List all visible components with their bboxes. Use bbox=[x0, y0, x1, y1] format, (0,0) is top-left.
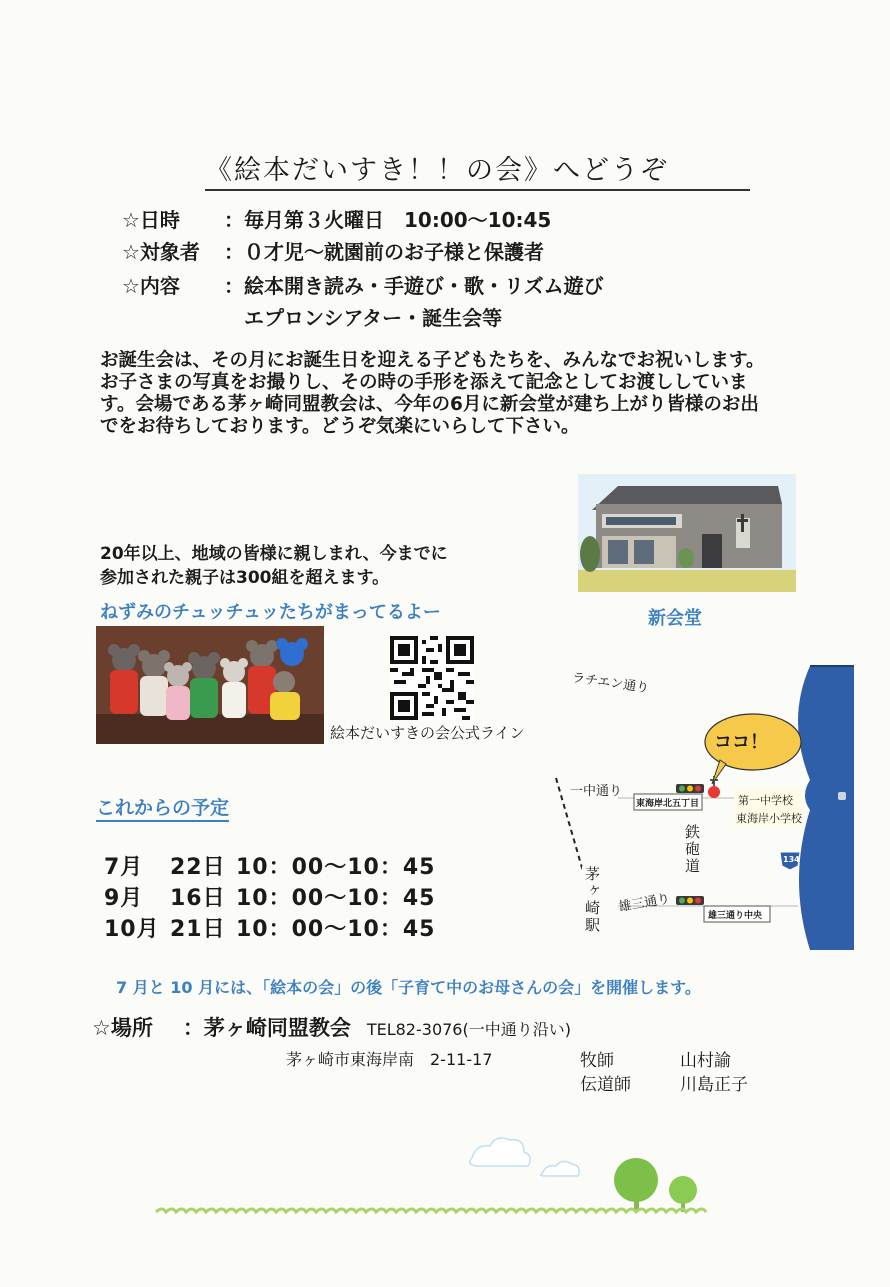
schedule-heading: これからの予定 bbox=[96, 793, 229, 822]
info-label: ☆日時 bbox=[122, 208, 180, 232]
place-address: 茅ヶ崎市東海岸南 2-11-17 bbox=[286, 1050, 493, 1069]
staff-role: 牧師 bbox=[580, 1051, 614, 1071]
map-signal-kitagochome: 東海岸北五丁目 bbox=[636, 799, 700, 809]
trees-clouds-icon bbox=[150, 1126, 750, 1226]
line-qr-code[interactable] bbox=[390, 636, 474, 720]
schedule-row bbox=[104, 850, 435, 881]
map-ichinaka-dori: 一中通り bbox=[570, 784, 623, 799]
access-map bbox=[548, 660, 860, 956]
info-value: 絵本開き読み・手遊び・歌・リズム遊び bbox=[244, 274, 604, 298]
map-teppo-do: 鉄砲道 bbox=[683, 824, 701, 875]
qr-code-icon bbox=[390, 636, 474, 720]
info-sep: ： bbox=[224, 208, 244, 232]
info-value: エプロンシアター・誕生会等 bbox=[244, 306, 503, 330]
staff-name: 山村諭 bbox=[680, 1051, 731, 1071]
schedule-day: 22日 bbox=[170, 855, 226, 880]
schedule-month: 10月 bbox=[104, 917, 160, 942]
schedule-day: 16日 bbox=[170, 886, 226, 911]
mice-puppets-photo bbox=[96, 626, 324, 744]
info-datetime bbox=[122, 204, 551, 233]
paragraph-line: でをお待ちしております。どうぞ気楽にいらして下さい。 bbox=[100, 416, 580, 437]
info-label: ☆内容 bbox=[122, 274, 180, 298]
mice-illustration bbox=[96, 626, 324, 744]
schedule-time: 10：00～10：45 bbox=[236, 917, 436, 942]
paragraph-line: す。会場である茅ヶ崎同盟教会は、今年の6月に新会堂が建ち上がり皆様のお出 bbox=[100, 394, 759, 415]
place-tel: TEL82-3076(一中通り沿い) bbox=[366, 1020, 571, 1039]
map-rachien-dori: ラチエン通り bbox=[571, 670, 650, 697]
schedule-month: 9月 bbox=[104, 886, 144, 911]
info-label: ☆対象者 bbox=[122, 240, 200, 264]
info-value: ０才児～就園前のお子様と保護者 bbox=[244, 240, 544, 264]
staff-name: 川島正子 bbox=[680, 1075, 748, 1095]
history-text bbox=[100, 542, 448, 590]
map-here-bubble: ココ！ bbox=[714, 732, 768, 753]
schedule-row bbox=[104, 912, 435, 943]
church-illustration bbox=[578, 474, 796, 592]
qr-caption: 絵本だいすきの会公式ライン bbox=[330, 724, 525, 742]
schedule-time: 10：00～10：45 bbox=[236, 855, 436, 880]
footer-decoration bbox=[150, 1126, 750, 1226]
map-school-daiichi: 第一中学校 bbox=[738, 794, 793, 807]
map-route-134: 134 bbox=[783, 855, 800, 864]
map-yuzo-dori: 雄三通り bbox=[617, 891, 672, 916]
info-content bbox=[122, 270, 604, 299]
info-sep: ： bbox=[224, 274, 244, 298]
map-signal-yuzo-chuo: 雄三通り中央 bbox=[708, 911, 763, 921]
map-chigasaki-station: 茅ヶ崎駅 bbox=[583, 866, 601, 934]
schedule-time: 10：00～10：45 bbox=[236, 886, 436, 911]
church-photo bbox=[578, 474, 796, 592]
info-target bbox=[122, 236, 544, 265]
church-caption: 新会堂 bbox=[648, 608, 702, 629]
schedule-row bbox=[104, 881, 435, 912]
schedule-day: 21日 bbox=[170, 917, 226, 942]
history-line: 参加された親子は300組を超えます。 bbox=[100, 568, 390, 588]
place-label: ☆場所 bbox=[92, 1016, 153, 1040]
info-content-cont bbox=[244, 302, 502, 331]
mouse-caption: ねずみのチュッチュッたちがまってるよー bbox=[100, 602, 441, 623]
place-name: 茅ヶ崎同盟教会 bbox=[203, 1016, 351, 1040]
intro-paragraph bbox=[100, 350, 830, 438]
paragraph-line: お誕生会は、その月にお誕生日を迎える子どもたちを、みんなでお祝いします。 bbox=[100, 350, 765, 371]
info-value: 毎月第３火曜日 10:00～10:45 bbox=[244, 208, 552, 232]
schedule-month: 7月 bbox=[104, 855, 144, 880]
map-school-tokaigan: 東海岸小学校 bbox=[736, 812, 802, 825]
page-title: 《絵本だいすき！！の会》へどうぞ bbox=[205, 148, 750, 191]
staff-role: 伝道師 bbox=[580, 1075, 631, 1095]
place-sep: ： bbox=[182, 1016, 204, 1040]
history-line: 20年以上、地域の皆様に親しまれ、今までに bbox=[100, 544, 448, 564]
paragraph-line: お子さまの写真をお撮りし、その時の手形を添えて記念としてお渡ししていま bbox=[100, 372, 748, 393]
info-sep: ： bbox=[224, 240, 244, 264]
mothers-meeting-notice: 7 月と 10 月には、「絵本の会」の後「子育て中のお母さんの会」を開催します。 bbox=[116, 978, 701, 997]
place-line bbox=[92, 1012, 571, 1042]
